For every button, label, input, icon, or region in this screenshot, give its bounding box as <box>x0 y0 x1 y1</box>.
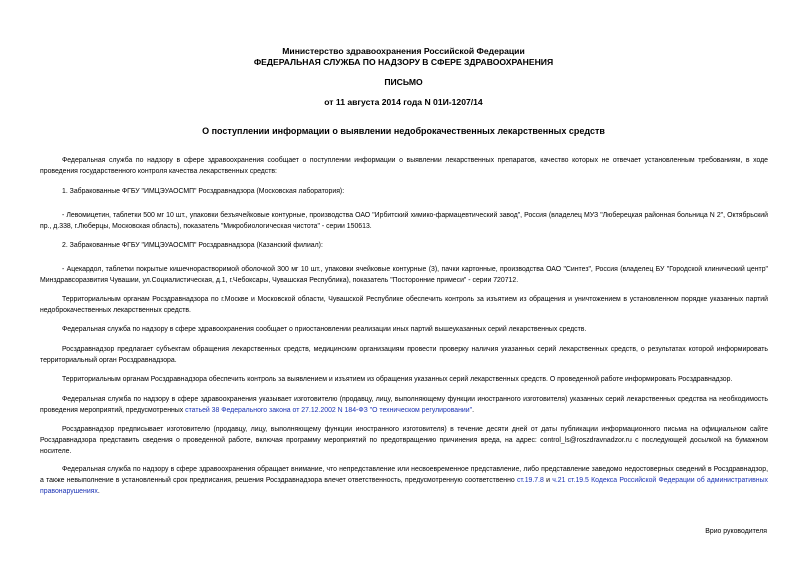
service-name: ФЕДЕРАЛЬНАЯ СЛУЖБА ПО НАДЗОРУ В СФЕРЕ ЗДРАВООХРАНЕНИЯ <box>253 57 554 67</box>
koap-article-19-5-link[interactable]: ч.21 ст.19.5 Кодекса Российской Федерации об административных правонарушениях <box>40 477 768 495</box>
paragraph-territorial-control: Территориальным органам Росздравнадзора по г.Москве и Московской области, Чувашской Республике обеспечить контроль за изъятием из обращения и уничтожением в установленном порядке указанных партий недоброкачественных лекарственных средств. <box>40 296 768 314</box>
paragraph-end: . <box>97 488 100 495</box>
paragraph-prescription: Росздравнадзор предписывает изготовителю (продавцу, лицу, выполняющему функции иностранного изготовителя) в течение десяти дней от даты публикации информационного письма на официальном сайте Росздравнадзора представить сведения о проведенной работе, включая программу мероприятий по предотвращению причинения вреда, на адрес: control_ls@roszdravnadzor.ru с последующей досылкой на бумажном носителе. <box>40 426 768 455</box>
document-title: О поступлении информации о выявлении недоброкачественных лекарственных средств <box>202 126 605 136</box>
paragraph-liability-conjunction: и <box>543 477 553 484</box>
document-type: ПИСЬМО <box>384 77 423 87</box>
paragraph-liability <box>40 464 768 497</box>
document-date-number: от 11 августа 2014 года N 01И-1207/14 <box>324 97 483 107</box>
law-184-fz-link[interactable]: статьей 38 Федерального закона от 27.12.2002 N 184-ФЗ "О техническом регулировании" <box>185 407 473 414</box>
paragraph-item-2: 2. Забракованные ФГБУ "ИМЦЭУАОСМП" Росздравнадзора (Казанский филиал): <box>62 242 323 249</box>
paragraph-withdrawal-control: Территориальным органам Росздравнадзора обеспечить контроль за выявлением и изъятием из обращения указанных серий лекарственных средств. О проведенной работе информировать Росздравнадзор. <box>62 376 733 383</box>
paragraph-manufacturer-measures <box>40 394 768 416</box>
paragraph-manufacturer-text: Федеральная служба по надзору в сфере здравоохранения указывает изготовителю (продавцу, лицу, выполняющему функции иностранного изготовителя) указанных серий лекарственных средства на необходимость проведения мероприятий, предусмотренных <box>40 396 768 414</box>
ministry-name: Министерство здравоохранения Российской Федерации <box>282 46 525 56</box>
paragraph-end: . <box>472 407 474 414</box>
paragraph-intro: Федеральная служба по надзору в сфере здравоохранения сообщает о поступлении информации о выявлении лекарственных препаратов, качество которых не отвечает установленным требованиям, в ходе проведения государственного контроля качества лекарственных средств: <box>40 157 768 175</box>
paragraph-item-2-detail: - Ацекардол, таблетки покрытые кишечнорастворимой оболочкой 300 мг 10 шт., упаковки ячейковые контурные (3), пачки картонные, производства ОАО "Синтез", Россия (владелец БУ "Городской клинический центр" Минздравсоразвития Чувашии, ул.Социалистическая, д.1, г.Чебоксары, Чувашская Республика), показатель "Посторонние примеси" - серии 720712. <box>40 266 768 284</box>
paragraph-item-1-detail: - Левомицетин, таблетки 500 мг 10 шт., упаковки безъячейковые контурные, производства ОАО "Ирбитский химико-фармацевтический завод", Россия (владелец МУЗ "Люберецкая районная больница N 2", Октябрьский пр., д.338, г.Люберцы, Московская область), показатель "Микробиологическая чистота" - серии 150613. <box>40 212 768 230</box>
paragraph-check-proposal: Росздравнадзор предлагает субъектам обращения лекарственных средств, медицинским организациям провести проверку наличия указанных серий лекарственных средств, о результатах которой информировать территориальный орган Росздравнадзора. <box>40 346 768 364</box>
paragraph-suspension: Федеральная служба по надзору в сфере здравоохранения сообщает о приостановлении реализации иных партий вышеуказанных серий лекарственных средств. <box>62 326 587 333</box>
signature-line: Врио руководителя <box>705 528 767 535</box>
article-19-7-8-link[interactable]: ст.19.7.8 <box>516 477 544 484</box>
paragraph-liability-text: Федеральная служба по надзору в сфере здравоохранения обращает внимание, что непредставление или несвоевременное представление, либо представление заведомо недостоверных сведений в Росздравнадзор, а также невыполнение в установленный срок предписания, решения Росздравнадзора влечет ответственность, предусмотренную соответственно <box>40 466 768 484</box>
paragraph-item-1: 1. Забракованные ФГБУ "ИМЦЭУАОСМП" Росздравнадзора (Московская лаборатория): <box>62 188 345 195</box>
